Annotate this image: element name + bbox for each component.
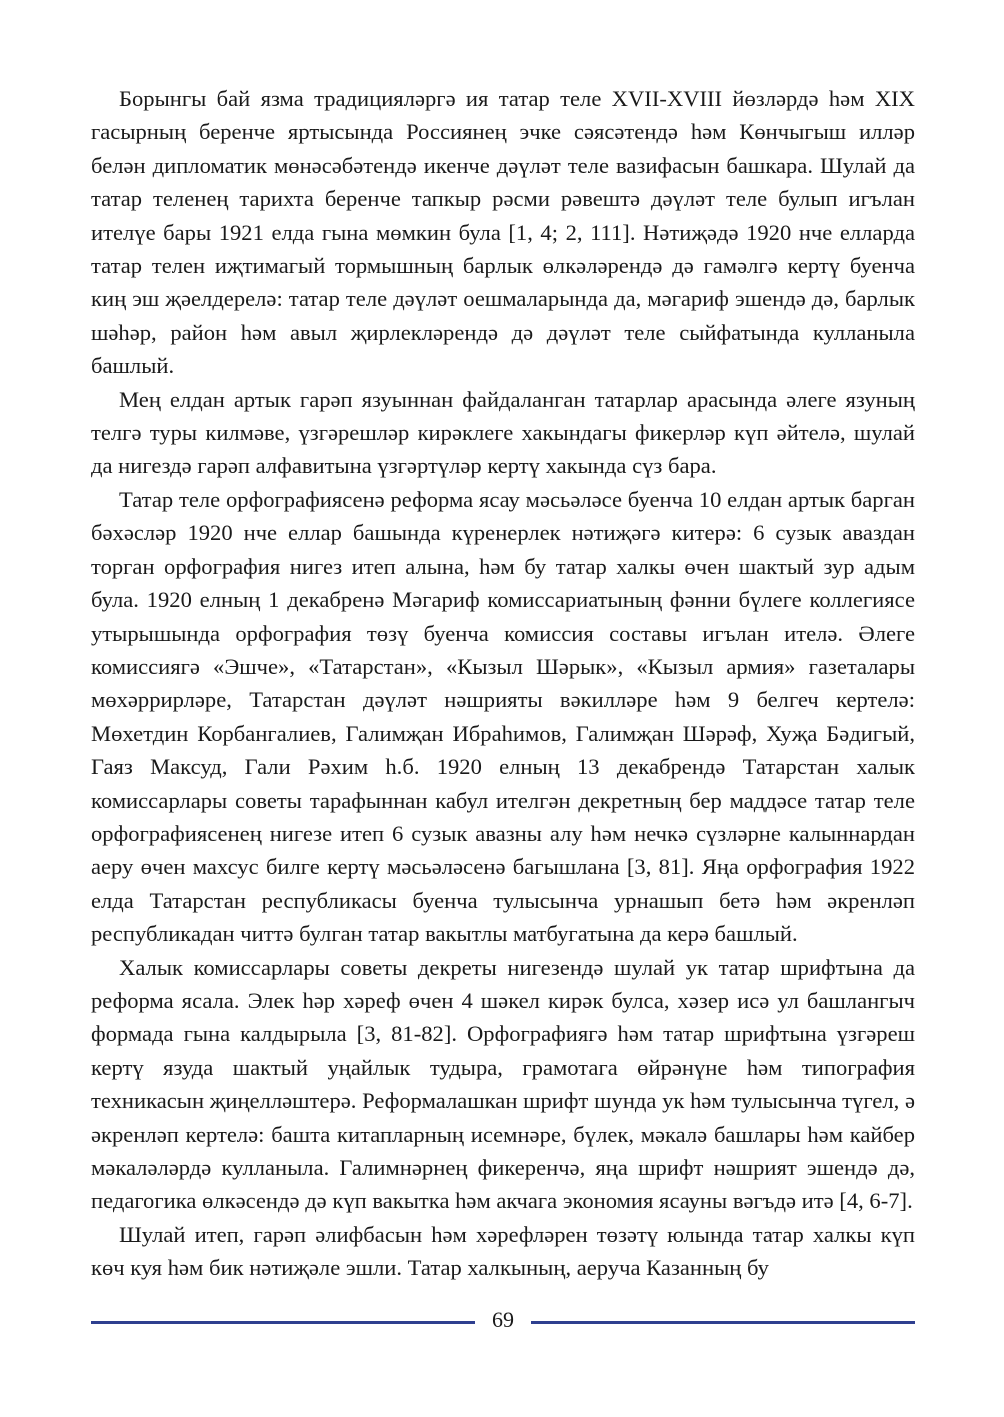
- paragraph: Мең елдан артык гарәп язуыннан файдаланган татарлар арасында әлеге язуның телгә туры килмәве, үзгәрешләр кирәклеге хакындагы фикерләр күп әйтелә, шулай да нигездә гарәп алфавитына үзгәртүләр кертү хакында сүз бара.: [91, 386, 915, 479]
- paragraph: Татар теле орфографиясенә реформа ясау мәсьәләсе буенча 10 елдан артык барган бәхәсләр 1920 нче еллар башында күренерлек нәтиҗәгә китерә: 6 сузык аваздан торган орфография нигез итеп алына, һәм бу татар халкы өчен шактый зур адым була. 1920 елның 1 декабренә Мәгариф комиссариатының фәнни бүлеге коллегиясе утырышында орфография төзү буенча комиссия составы игълан ителә. Әлеге комиссиягә «Эшче», «Татарстан», «Кызыл Шәрык», «Кызыл армия» газеталары мөхәррирләре, Татарстан дәүләт нәшрияты вәкилләре һәм 9 белгеч кертелә: Мөхетдин Корбангалиев, Галимҗан Ибраһимов, Галимҗан Шәрәф, Хуҗа Бәдигый, Гаяз Максуд, Гали Рәхим һ.б. 1920 елның 13 декабрендә Татарстан халык комиссарлары советы тарафыннан кабул ителгән декретның бер маддәсе татар теле орфографиясенең нигезе итеп 6 сузык авазны алу һәм нечкә сүзләрне калыннардан аеру өчен махсус билге кертү мәсьәләсенә багышлана [3, 81]. Яңа орфография 1922 елда Татарстан республикасы буенча тулысынча урнашып бетә һәм әкренләп республикадан читтә булган татар вакытлы матбугатына да керә башлый.: [91, 486, 915, 947]
- footer-rule-left: [91, 1321, 475, 1324]
- footer-rule-right: [531, 1321, 915, 1324]
- page-footer: [91, 1305, 915, 1335]
- paragraph: Борынгы бай язма традицияләргә ия татар теле XVII-XVIII йөзләрдә һәм XIX гасырның беренче яртысында Россиянең эчке сәясәтендә һәм Көнчыгыш илләр белән дипломатик мөнәсәбәтендә икенче дәүләт теле вазифасын башкара. Шулай да татар теленең тарихта беренче тапкыр рәсми рәвештә дәүләт теле булып игълан ителүе бары 1921 елда гына мөмкин була [1, 4; 2, 111]. Нәтиҗәдә 1920 нче елларда татар телен иҗтимагый тормышның барлык өлкәләрендә дә гамәлгә кертү буенча киң эш җәелдерелә: татар теле дәүләт оешмаларында да, мәгариф эшендә дә, барлык шәһәр, район һәм авыл җирлекләрендә дә дәүләт теле сыйфатында кулланыла башлый.: [91, 86, 915, 379]
- page-number: 69: [492, 1307, 514, 1332]
- paragraph: Халык комиссарлары советы декреты нигезендә шулай ук татар шрифтына да реформа ясала. Элек һәр хәреф өчен 4 шәкел кирәк булса, хәзер исә ул башлангыч формада гына калдырыла [3, 81-82]. Орфографиягә һәм татар шрифтына үзгәреш кертү язуда шактый уңайлык тудыра, грамотага өйрәнүне һәм типография техникасын җиңелләштерә. Реформалашкан шрифт шунда ук һәм тулысынча түгел, ә әкренләп кертелә: башта китапларның исемнәре, бүлек, мәкалә башлары һәм кайбер мәкаләләрдә кулланыла. Галимнәрнең фикеренчә, яңа шрифт нәшрият эшендә дә, педагогика өлкәсендә дә күп вакытка һәм акчага экономия ясауны вәгъдә итә [4, 6-7].: [91, 954, 915, 1214]
- paragraph: Шулай итеп, гарәп әлифбасын һәм хәрефләрен төзәтү юлында татар халкы күп көч куя һәм бик нәтиҗәле эшли. Татар халкының, аеруча Казанның бу: [91, 1221, 915, 1281]
- body-text: [91, 82, 915, 1285]
